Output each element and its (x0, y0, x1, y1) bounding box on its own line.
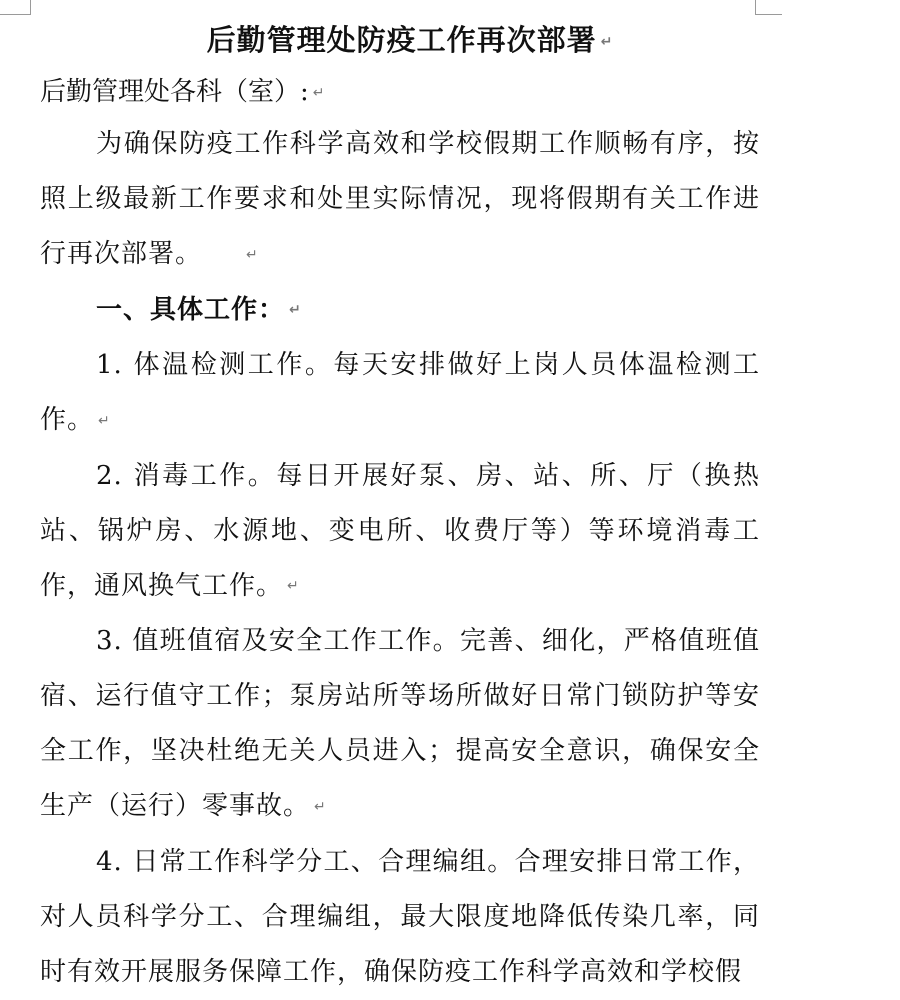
paragraph-mark-icon: ↵ (246, 246, 259, 263)
paragraph-mark-icon: ↵ (289, 302, 302, 318)
section-heading-text: 一、具体工作： (96, 294, 286, 325)
intro-text: 为确保防疫工作科学高效和学校假期工作顺畅有序，按照上级最新工作要求和处里实际情况，现将假期有关工作进行再次部署。 (40, 129, 760, 269)
list-item (40, 835, 760, 1000)
salutation-text: 后勤管理处各科（室）: (40, 77, 309, 107)
page-corner-marker-top-right (755, 0, 782, 15)
paragraph-mark-icon: ↵ (98, 412, 111, 429)
item-3-text: 3. 值班值宿及安全工作工作。完善、细化，严格值班值宿、运行值守工作；泵房站所等场所做好日常门锁防护等安全工作，坚决杜绝无关人员进入；提高安全意识，确保安全生产（运行）零事故。 (40, 626, 760, 821)
list-item (40, 338, 760, 449)
item-2-text: 2. 消毒工作。每日开展好泵、房、站、所、厅（换热站、锅炉房、水源地、变电所、收费厅等）等环境消毒工作，通风换气工作。 (40, 460, 760, 601)
item-1-text: 1. 体温检测工作。每天安排做好上岗人员体温检测工作。 (40, 350, 760, 435)
paragraph-mark-icon: ↵ (600, 34, 614, 50)
section-heading (40, 283, 760, 339)
list-item (40, 449, 760, 615)
document-page (40, 18, 760, 1000)
item-4-text: 4. 日常工作科学分工、合理编组。合理安排日常工作，对人员科学分工、合理编组，最大限度地降低传染几率，同时有效开展服务保障工作，确保防疫工作科学高效和学校假 (40, 846, 760, 987)
paragraph-mark-icon: ↵ (314, 798, 327, 815)
intro-paragraph (40, 117, 760, 283)
paragraph-mark-icon: ↵ (287, 578, 300, 594)
document-title-text: 后勤管理处防疫工作再次部署 (206, 23, 597, 57)
document-title (60, 18, 760, 64)
paragraph-mark-icon: ↵ (312, 85, 325, 101)
salutation (40, 68, 760, 117)
list-item (40, 614, 760, 835)
page-corner-marker-top-left (0, 0, 31, 15)
